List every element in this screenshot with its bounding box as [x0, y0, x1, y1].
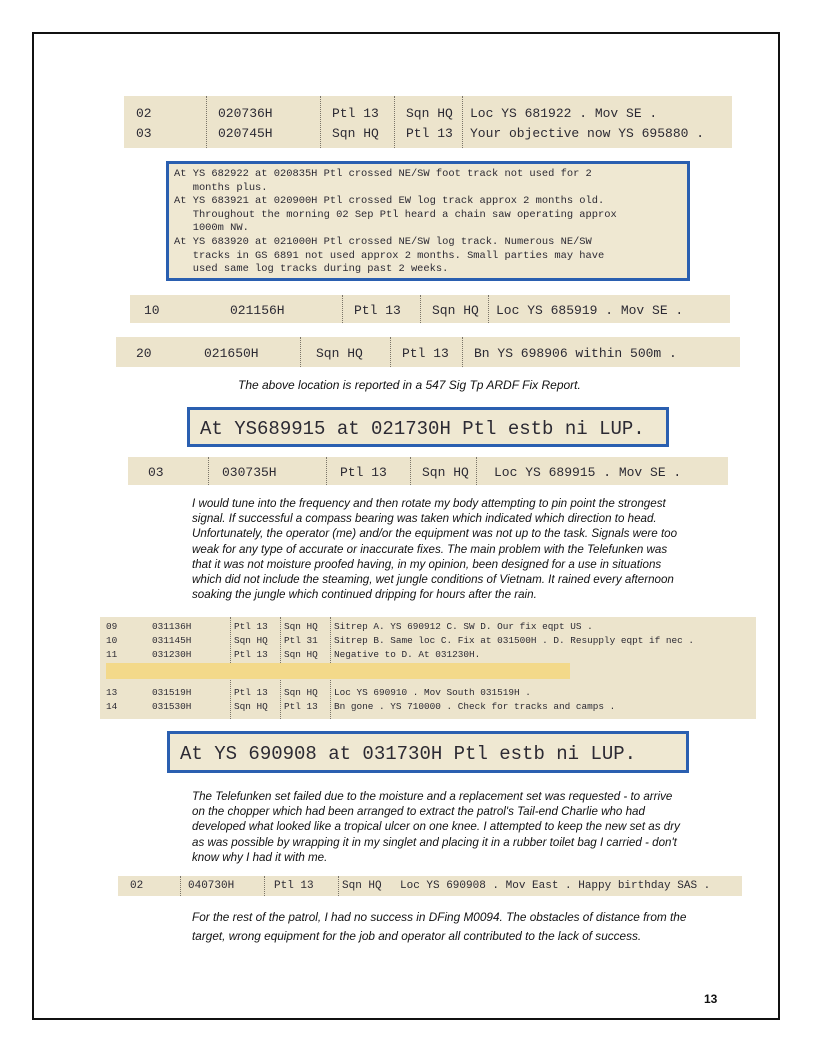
log-text: Loc YS 681922 . Mov SE .: [470, 106, 658, 121]
log-from: Sqn HQ: [234, 635, 268, 646]
log-serial: 11: [106, 649, 118, 660]
page-number: 13: [704, 992, 718, 1006]
log-text: Loc YS 690910 . Mov South 031519H .: [334, 687, 531, 698]
log-text: Bn gone . YS 710000 . Check for tracks and camps .: [334, 701, 616, 712]
log-serial: 02: [136, 106, 152, 121]
log-to: Ptl 31: [284, 635, 318, 646]
log-to: Sqn HQ: [284, 687, 318, 698]
log-line: At YS 683920 at 021000H Ptl crossed NE/SW log track. Numerous NE/SW: [174, 235, 592, 248]
log-text: Sitrep A. YS 690912 C. SW D. Our fix eqpt US .: [334, 621, 593, 632]
narrative-paragraph: [192, 789, 680, 865]
log-to: Ptl 13: [284, 701, 318, 712]
log-entry-block: [116, 337, 740, 367]
paragraph-line: developed what looked like a tropical ulcer on one knee. I attempted to keep the new set as dry: [192, 820, 680, 834]
log-serial: 14: [106, 701, 118, 712]
log-time: 031145H: [152, 635, 192, 646]
log-text: Sitrep B. Same loc C. Fix at 031500H . D. Resupply eqpt if nec .: [334, 635, 695, 646]
log-from: Sqn HQ: [316, 346, 363, 361]
log-to: Sqn HQ: [422, 465, 469, 480]
log-serial: 03: [136, 126, 152, 141]
log-from: Sqn HQ: [234, 701, 268, 712]
log-text: Your objective now YS 695880 .: [470, 126, 705, 141]
paragraph-line: Unfortunately, the operator (me) and/or the equipment was not up to the task. Signals were too: [192, 527, 678, 541]
log-time: 031530H: [152, 701, 192, 712]
paragraph-line: know why I had it with me.: [192, 850, 328, 864]
log-from: Sqn HQ: [332, 126, 379, 141]
highlight-bar: [106, 663, 570, 679]
highlighted-log-box: [187, 407, 669, 447]
log-entry-block: [128, 457, 728, 485]
log-to: Sqn HQ: [406, 106, 453, 121]
log-time: 031136H: [152, 621, 192, 632]
log-text: Bn YS 698906 within 500m .: [474, 346, 677, 361]
log-line: At YS 682922 at 020835H Ptl crossed NE/SW foot track not used for 2: [174, 168, 592, 180]
log-entry-block: [118, 876, 742, 896]
log-time: 031230H: [152, 649, 192, 660]
paragraph-line: For the rest of the patrol, I had no success in DFing M0094. The obstacles of distance from the: [192, 910, 687, 924]
paragraph-line: on the chopper which had been arranged to extract the patrol's Tail-end Charlie who had: [192, 805, 645, 819]
paragraph-line: signal. If successful a compass bearing was taken which indicated which direction to head.: [192, 512, 657, 526]
log-from: Ptl 13: [234, 621, 268, 632]
log-line: At YS 683921 at 020900H Ptl crossed EW log track approx 2 months old.: [174, 195, 605, 208]
log-serial: 10: [144, 303, 160, 318]
log-from: Ptl 13: [274, 880, 314, 892]
log-entry-block: [124, 96, 732, 148]
log-text: Loc YS 689915 . Mov SE .: [494, 465, 682, 480]
closing-paragraph: [192, 908, 686, 946]
log-line: At YS 690908 at 031730H Ptl estb ni LUP.: [180, 743, 637, 765]
paragraph-line: I would tune into the frequency and then rotate my body attempting to pin point the strongest: [192, 497, 666, 510]
log-text: Loc YS 685919 . Mov SE .: [496, 303, 684, 318]
paragraph-line: that it was not moisture proofed having, in my opinion, been designed for a use in situations: [192, 557, 662, 571]
log-line: At YS689915 at 021730H Ptl estb ni LUP.: [200, 418, 645, 440]
log-from: Ptl 13: [234, 649, 268, 660]
log-time: 021650H: [204, 346, 259, 361]
caption: The above location is reported in a 547 Sig Tp ARDF Fix Report.: [238, 378, 581, 392]
log-line: used same log tracks during past 2 weeks.: [174, 263, 449, 276]
log-line: tracks in GS 6891 not used approx 2 months. Small parties may have: [174, 249, 605, 262]
paragraph-line: soaking the jungle which continued dripping for hours after the rain.: [192, 588, 537, 602]
log-entry-block: [130, 295, 730, 323]
log-to: Sqn HQ: [342, 880, 382, 892]
log-line: Throughout the morning 02 Sep Ptl heard a chain saw operating approx: [174, 208, 617, 221]
log-from: Ptl 13: [332, 106, 379, 121]
log-to: Sqn HQ: [432, 303, 479, 318]
log-time: 030735H: [222, 465, 277, 480]
highlighted-log-box: [167, 731, 689, 773]
narrative-paragraph: [192, 496, 677, 602]
log-line: 1000m NW.: [174, 222, 249, 235]
log-text: Negative to D. At 031230H.: [334, 649, 481, 660]
log-from: Ptl 13: [340, 465, 387, 480]
paragraph-line: as was possible by wrapping it in my singlet and placing it in a rubber toilet bag I carried - don't: [192, 835, 677, 849]
highlighted-log-box: [166, 161, 690, 281]
paragraph-line: weak for any type of accurate or inaccurate fixes. The main problem with the Telefunken was: [192, 542, 668, 556]
log-time: 031519H: [152, 687, 192, 698]
log-serial: 20: [136, 346, 152, 361]
log-to: Ptl 13: [402, 346, 449, 361]
log-from: Ptl 13: [234, 687, 268, 698]
log-line: months plus.: [174, 181, 268, 194]
log-time: 020736H: [218, 106, 273, 121]
log-time: 021156H: [230, 303, 285, 318]
log-text: Loc YS 690908 . Mov East . Happy birthday SAS .: [400, 880, 711, 892]
log-serial: 02: [130, 880, 144, 892]
log-serial: 09: [106, 621, 118, 632]
log-entry-block: [100, 617, 756, 719]
log-to: Sqn HQ: [284, 649, 318, 660]
paragraph-line: target, wrong equipment for the job and operator all contributed to the lack of success.: [192, 929, 642, 943]
log-to: Ptl 13: [406, 126, 453, 141]
paragraph-line: which did not include the steaming, wet jungle conditions of Vietnam. It rained every afternoon: [192, 573, 674, 587]
log-time: 040730H: [188, 880, 235, 892]
log-to: Sqn HQ: [284, 621, 318, 632]
log-time: 020745H: [218, 126, 273, 141]
log-serial: 03: [148, 465, 164, 480]
log-from: Ptl 13: [354, 303, 401, 318]
log-serial: 10: [106, 635, 118, 646]
paragraph-line: The Telefunken set failed due to the moisture and a replacement set was requested - to arrive: [192, 790, 673, 803]
log-serial: 13: [106, 687, 118, 698]
